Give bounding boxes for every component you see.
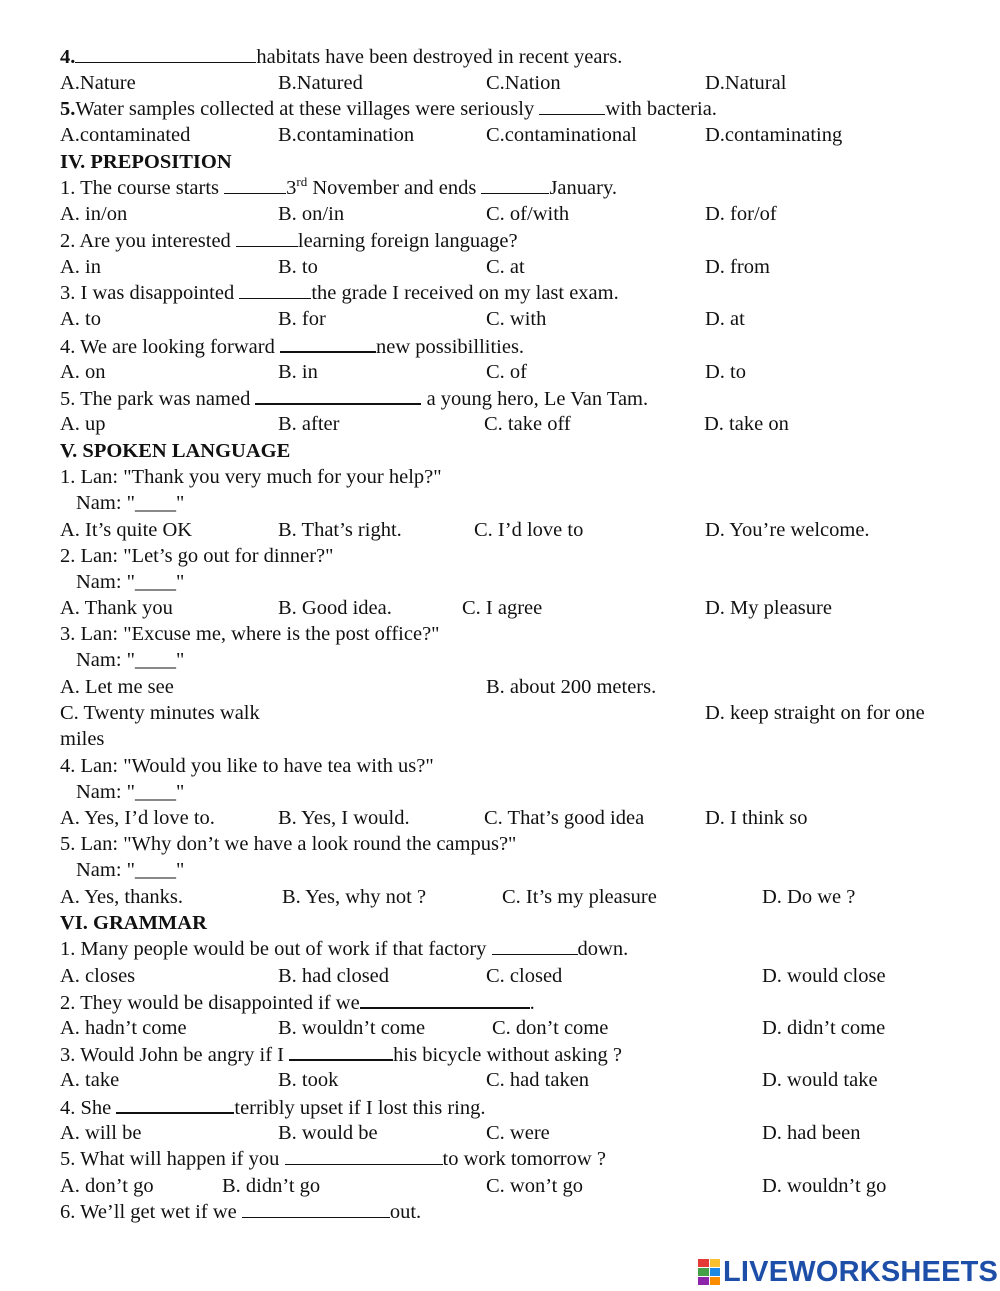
option-c[interactable]: C. were — [486, 1122, 550, 1144]
question-4 — [60, 44, 970, 70]
answer-blank[interactable] — [492, 936, 578, 955]
option-c[interactable]: C. That’s good idea — [484, 807, 645, 829]
question-text-end: new possibillities. — [376, 336, 525, 358]
option-d[interactable]: D.Natural — [705, 72, 787, 94]
question-text: 6. We’ll get wet if we — [60, 1201, 242, 1223]
question — [60, 385, 970, 411]
question-number: 4. — [60, 46, 76, 68]
question-text: 1. Many people would be out of work if that factory — [60, 938, 492, 960]
options-row — [60, 306, 970, 332]
option-c[interactable]: C. I agree — [462, 597, 543, 619]
answer-blank[interactable] — [285, 1146, 443, 1165]
dialogue-prompt: 1. Lan: "Thank you very much for your help?" — [60, 466, 442, 488]
question-5 — [60, 96, 970, 122]
question-text: 3 — [286, 177, 297, 199]
question-text-end: with bacteria. — [605, 98, 717, 120]
option-d[interactable]: D. would close — [762, 965, 886, 987]
options-row — [60, 805, 970, 831]
options-row — [60, 122, 970, 148]
option-a[interactable]: A. It’s quite OK — [60, 519, 193, 541]
option-c[interactable]: C. take off — [484, 413, 571, 435]
option-d[interactable]: D. didn’t come — [762, 1017, 886, 1039]
option-a[interactable]: A. in — [60, 256, 101, 278]
option-b[interactable]: B. would be — [278, 1122, 378, 1144]
option-a[interactable]: A. Yes, I’d love to. — [60, 807, 215, 829]
question-text: 3. I was disappointed — [60, 282, 240, 304]
options-row — [60, 254, 970, 280]
section-title: IV. PREPOSITION — [60, 151, 232, 173]
option-b[interactable]: B. on/in — [278, 203, 345, 225]
dialogue-reply: Nam: "____" — [76, 859, 185, 881]
option-a[interactable]: A. will be — [60, 1122, 142, 1144]
option-c[interactable]: C.contaminational — [486, 124, 637, 146]
option-a[interactable]: A. take — [60, 1069, 120, 1091]
option-c[interactable]: C. It’s my pleasure — [502, 886, 657, 908]
option-a[interactable]: A.contaminated — [60, 124, 191, 146]
option-c[interactable]: C. at — [486, 256, 525, 278]
option-c[interactable]: C. had taken — [486, 1069, 590, 1091]
option-a[interactable]: A. Let me see — [60, 676, 174, 698]
options-row — [60, 674, 970, 700]
question — [60, 936, 970, 962]
option-a[interactable]: A.Nature — [60, 72, 136, 94]
option-c[interactable]: C. of/with — [486, 203, 570, 225]
option-b[interactable]: B. to — [278, 256, 318, 278]
option-b[interactable]: B. didn’t go — [222, 1175, 321, 1197]
dialogue-reply: Nam: "____" — [76, 781, 185, 803]
options-row — [60, 1120, 970, 1146]
option-a[interactable]: A. closes — [60, 965, 136, 987]
option-a[interactable]: A. to — [60, 308, 101, 330]
dialogue-prompt: 4. Lan: "Would you like to have tea with us?" — [60, 755, 434, 777]
option-d[interactable]: D. at — [705, 308, 745, 330]
options-row — [60, 700, 970, 726]
question-text-end: a young hero, Le Van Tam. — [421, 388, 649, 410]
option-d[interactable]: D. I think so — [705, 807, 808, 829]
question — [60, 1094, 970, 1120]
answer-blank[interactable] — [224, 175, 286, 194]
answer-blank[interactable] — [481, 175, 549, 194]
question-text-end: January. — [549, 177, 617, 199]
question — [60, 1146, 970, 1172]
question-text: 5. What will happen if you — [60, 1148, 285, 1170]
option-c[interactable]: C. don’t come — [492, 1017, 609, 1039]
option-d[interactable]: D. would take — [762, 1069, 878, 1091]
question-text: 2. They would be disappointed if we — [60, 992, 360, 1014]
answer-blank[interactable] — [289, 1041, 393, 1061]
option-c[interactable]: C. closed — [486, 965, 563, 987]
option-b[interactable]: B. That’s right. — [278, 519, 402, 541]
answer-blank[interactable] — [280, 333, 376, 353]
option-d[interactable]: D. Do we ? — [762, 886, 856, 908]
option-a[interactable]: A. don’t go — [60, 1175, 154, 1197]
option-c[interactable]: C. Twenty minutes walk — [60, 702, 260, 724]
dialogue-prompt: 2. Lan: "Let’s go out for dinner?" — [60, 545, 334, 567]
options-row — [60, 1173, 970, 1199]
option-b[interactable]: B. took — [278, 1069, 339, 1091]
option-b[interactable]: B. for — [278, 308, 326, 330]
option-b[interactable]: B. wouldn’t come — [278, 1017, 426, 1039]
options-row — [60, 1015, 970, 1041]
option-a[interactable]: A. in/on — [60, 203, 128, 225]
question-text: 4. She — [60, 1097, 117, 1119]
dialogue-reply: Nam: "____" — [76, 571, 185, 593]
question-text-end: learning foreign language? — [297, 230, 518, 252]
section-title: VI. GRAMMAR — [60, 912, 207, 934]
option-b[interactable]: B. in — [278, 361, 318, 383]
options-row — [60, 963, 970, 989]
answer-blank[interactable] — [75, 44, 256, 63]
option-c[interactable]: C. with — [486, 308, 547, 330]
option-b[interactable]: B. Yes, I would. — [278, 807, 410, 829]
question-number: 5. — [60, 98, 76, 120]
question-text-end: his bicycle without asking ? — [393, 1044, 623, 1066]
options-row — [60, 70, 970, 96]
logo-text: LIVEWORKSHEETS — [723, 1255, 999, 1288]
question — [60, 175, 970, 201]
answer-blank[interactable] — [242, 1199, 390, 1218]
question — [60, 280, 970, 306]
question-text-end: out. — [389, 1201, 422, 1223]
option-b[interactable]: B. after — [278, 413, 340, 435]
option-b[interactable]: B.Natured — [278, 72, 363, 94]
question-text: habitats have been destroyed in recent years. — [256, 46, 623, 68]
question-text: 3. Would John be angry if I — [60, 1044, 290, 1066]
question-text-end: down. — [577, 938, 629, 960]
option-d[interactable]: D.contaminating — [705, 124, 843, 146]
answer-blank[interactable] — [239, 280, 311, 299]
option-d[interactable]: D. take on — [704, 413, 789, 435]
option-c[interactable]: C.Nation — [486, 72, 561, 94]
section-title: V. SPOKEN LANGUAGE — [60, 440, 291, 462]
dialogue-prompt: 3. Lan: "Excuse me, where is the post office?" — [60, 623, 440, 645]
dialogue-prompt: 5. Lan: "Why don’t we have a look round the campus?" — [60, 833, 517, 855]
question — [60, 1041, 970, 1067]
liveworksheets-logo[interactable] — [698, 1257, 998, 1287]
option-a[interactable]: A. Thank you — [60, 597, 173, 619]
option-d[interactable]: D. My pleasure — [705, 597, 832, 619]
option-d[interactable]: D. wouldn’t go — [762, 1175, 887, 1197]
options-row — [60, 884, 970, 910]
option-c[interactable]: C. won’t go — [486, 1175, 584, 1197]
question-text: Water samples collected at these villages were seriously — [75, 98, 540, 120]
option-d[interactable]: D. to — [705, 361, 746, 383]
options-row — [60, 517, 970, 543]
option-b[interactable]: B. Yes, why not ? — [282, 886, 427, 908]
option-c[interactable]: C. I’d love to — [474, 519, 584, 541]
dialogue-reply: Nam: "____" — [76, 649, 185, 671]
question-text: November and ends — [307, 177, 482, 199]
option-a[interactable]: A. hadn’t come — [60, 1017, 187, 1039]
question-text: 4. We are looking forward — [60, 336, 280, 358]
dialogue-reply: Nam: "____" — [76, 492, 185, 514]
option-d[interactable]: D. keep straight on for one — [705, 702, 925, 724]
options-row — [60, 411, 970, 437]
option-b[interactable]: B. about 200 meters. — [486, 676, 657, 698]
answer-blank[interactable] — [360, 989, 530, 1009]
question-text: 2. Are you interested — [60, 230, 236, 252]
option-a[interactable]: A. on — [60, 361, 106, 383]
options-row — [60, 1067, 970, 1093]
options-row — [60, 359, 970, 385]
question-text: 1. The course starts — [60, 177, 225, 199]
option-c[interactable]: C. of — [486, 361, 527, 383]
question-text-end: to work tomorrow ? — [442, 1148, 606, 1170]
question — [60, 333, 970, 359]
option-d[interactable]: D. from — [705, 256, 770, 278]
option-d[interactable]: D. You’re welcome. — [705, 519, 870, 541]
option-d-continued: miles — [60, 728, 105, 750]
option-a[interactable]: A. up — [60, 413, 106, 435]
options-row — [60, 595, 970, 621]
question — [60, 989, 970, 1015]
question-text-end: terribly upset if I lost this ring. — [234, 1097, 486, 1119]
question-text-end: . — [529, 992, 535, 1014]
option-b[interactable]: B.contamination — [278, 124, 415, 146]
option-d[interactable]: D. had been — [762, 1122, 861, 1144]
answer-blank[interactable] — [539, 96, 605, 115]
question-text: 5. The park was named — [60, 388, 256, 410]
question-text-end: the grade I received on my last exam. — [311, 282, 619, 304]
answer-blank[interactable] — [255, 385, 421, 405]
logo-mark-icon — [698, 1259, 720, 1285]
answer-blank[interactable] — [116, 1094, 234, 1114]
answer-blank[interactable] — [236, 228, 298, 247]
option-a[interactable]: A. Yes, thanks. — [60, 886, 184, 908]
option-b[interactable]: B. Good idea. — [278, 597, 392, 619]
option-d[interactable]: D. for/of — [705, 203, 777, 225]
question — [60, 1199, 970, 1225]
option-b[interactable]: B. had closed — [278, 965, 390, 987]
options-row — [60, 201, 970, 227]
superscript: rd — [296, 174, 308, 189]
question — [60, 228, 970, 254]
